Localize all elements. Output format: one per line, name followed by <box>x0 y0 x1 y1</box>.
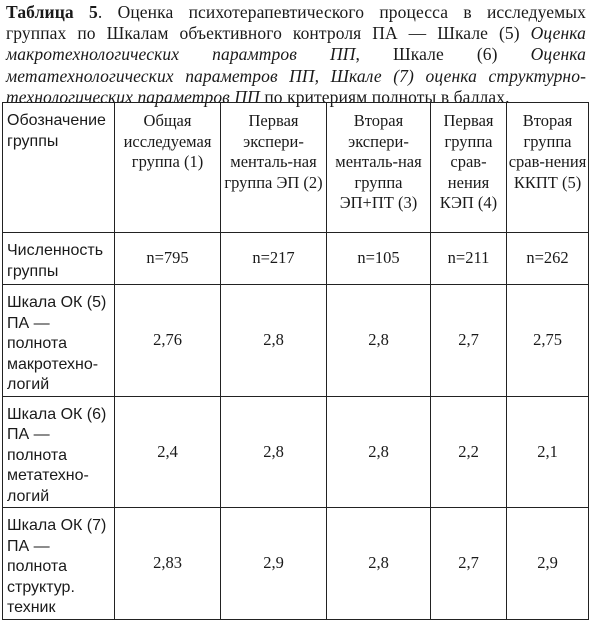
table-cell: 2,7 <box>431 285 507 397</box>
caption-italic-1: Оценка макротехнологических парамтров ПП <box>6 23 586 65</box>
table-row <box>3 233 589 285</box>
caption-text-2: , Шкале (6) <box>355 44 531 65</box>
table-row <box>3 285 589 397</box>
table-cell: n=211 <box>431 233 507 285</box>
header-row <box>3 103 589 233</box>
table-caption <box>6 2 586 108</box>
row-label: Шкала ОК (6) ПА — полнота метатехно-логий <box>3 396 115 508</box>
table-cell: 2,76 <box>115 285 221 397</box>
table-cell: 2,4 <box>115 396 221 508</box>
table-cell: 2,8 <box>327 396 431 508</box>
table-row <box>3 396 589 508</box>
table-cell: 2,8 <box>221 285 327 397</box>
caption-label: Таблица 5 <box>6 2 98 22</box>
row-label: Численность группы <box>3 233 115 285</box>
header-col-5: Вторая группа срав-нения ККПТ (5) <box>507 103 589 233</box>
table-cell: n=217 <box>221 233 327 285</box>
table-cell: 2,9 <box>221 508 327 620</box>
table-cell: 2,1 <box>507 396 589 508</box>
table-row <box>3 508 589 620</box>
caption-separator: . <box>97 2 103 22</box>
table-cell: 2,8 <box>327 285 431 397</box>
caption-text-1: Оценка психотерапевтического процесса в исследуемых группах по Шкалам объективного контроля ПА — Шкале (5) <box>6 2 586 44</box>
table-cell: 2,9 <box>507 508 589 620</box>
data-table <box>2 102 589 620</box>
header-col-2: Первая экспери-менталь-ная группа ЭП (2) <box>221 103 327 233</box>
row-label: Шкала ОК (5) ПА — полнота макротехно-логий <box>3 285 115 397</box>
table-cell: 2,83 <box>115 508 221 620</box>
table-cell: n=262 <box>507 233 589 285</box>
header-col-3: Вторая экспери-менталь-ная группа ЭП+ПТ (3) <box>327 103 431 233</box>
table-cell: n=795 <box>115 233 221 285</box>
header-col-1: Общая исследуемая группа (1) <box>115 103 221 233</box>
row-label: Шкала ОК (7) ПА — полнота структур. техник <box>3 508 115 620</box>
table-cell: 2,2 <box>431 396 507 508</box>
header-col-4: Первая группа срав-нения КЭП (4) <box>431 103 507 233</box>
table-cell: 2,8 <box>221 396 327 508</box>
table-cell: 2,7 <box>431 508 507 620</box>
table-cell: 2,8 <box>327 508 431 620</box>
table-cell: 2,75 <box>507 285 589 397</box>
caption-italic-2: Оценка метатехнологических параметров ПП, Шкале (7) оценка структурно-технологических параметров ПП <box>6 44 586 107</box>
header-label-cell: Обозначение группы <box>3 103 115 233</box>
caption-text-3: по критериям полноты в баллах. <box>259 86 510 107</box>
table-cell: n=105 <box>327 233 431 285</box>
